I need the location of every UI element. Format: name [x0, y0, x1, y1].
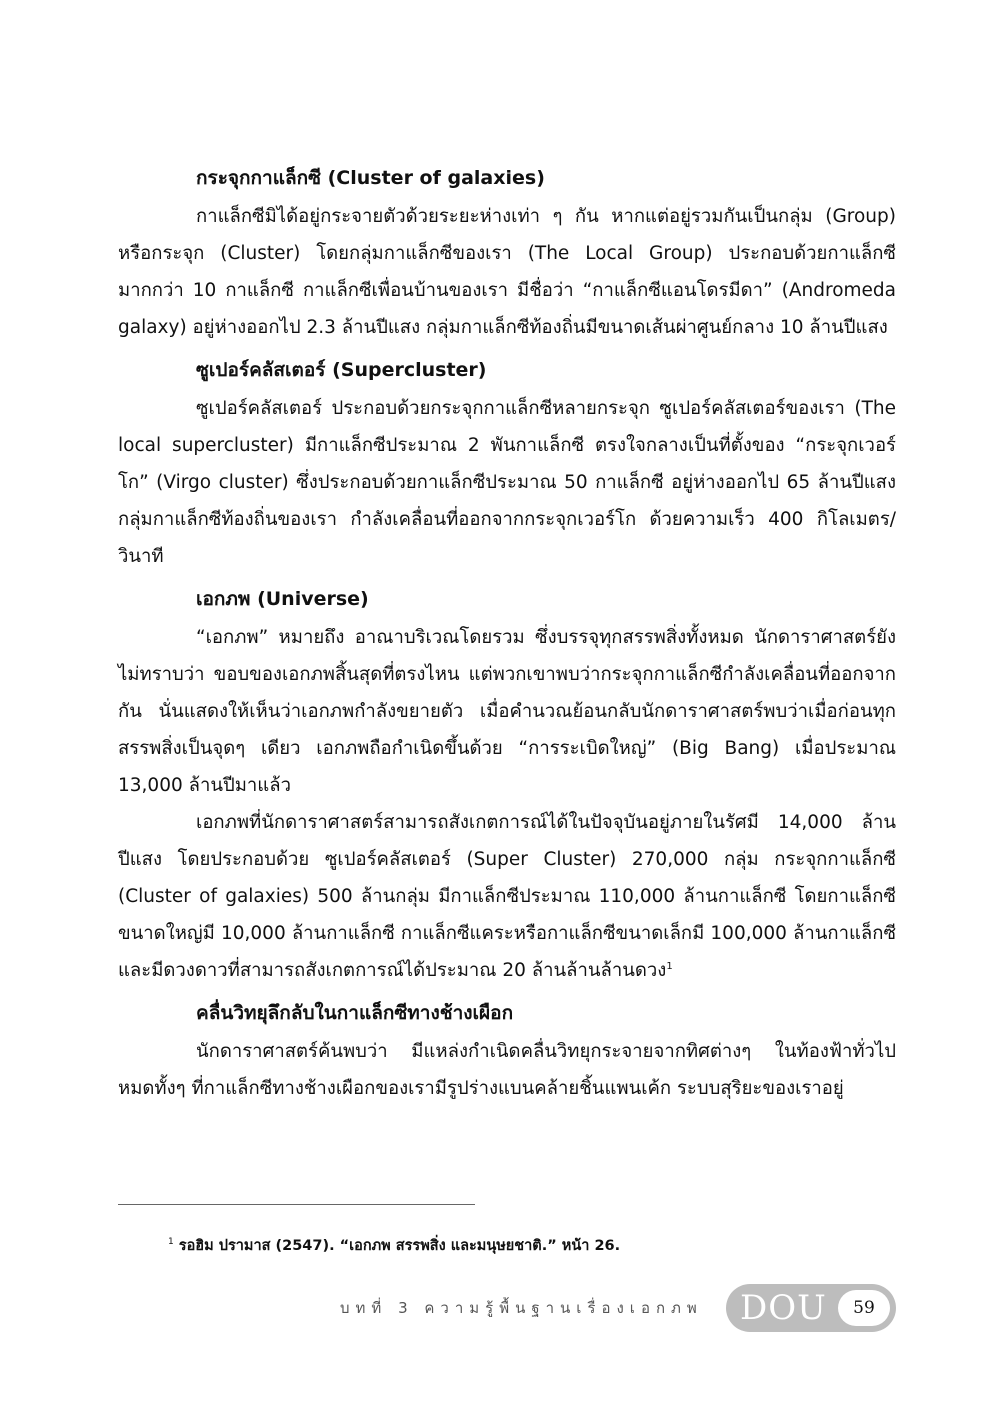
section-heading-universe: เอกภพ (Universe) — [196, 588, 369, 610]
main-content — [118, 158, 896, 1107]
section-heading-radio-waves: คลื่นวิทยุลึกลับในกาแล็กซีทางช้างเผือก — [196, 1002, 514, 1024]
page-footer — [340, 1284, 896, 1332]
running-title: บทที่ 3 ความรู้พื้นฐานเรื่องเอกภพ — [340, 1299, 703, 1317]
paragraph-radio-waves: นักดาราศาสตร์ค้นพบว่า มีแหล่งกำเนิดคลื่นวิทยุกระจายจากทิศต่างๆ ในท้องฟ้าทั่วไปหมดทั้งๆ ที่กาแล็กซีทางช้างเผือกของเรามีรูปร่างแบนคล้ายชิ้นแพนเค้ก ระบบสุริยะของเราอยู่ — [118, 1041, 896, 1099]
paragraph-cluster: กาแล็กซีมิได้อยู่กระจายตัวด้วยระยะห่างเท่า ๆ กัน หากแต่อยู่รวมกันเป็นกลุ่ม (Group) หรือกระจุก (Cluster) โดยกลุ่มกาแล็กซีของเรา (The Local Group) ประกอบด้วยกาแล็กซีมากกว่า 10 กาแล็กซี กาแล็กซีเพื่อนบ้านของเรา มีชื่อว่า “กาแล็กซีแอนโดรมีดา” (Andromeda galaxy) อยู่ห่างออกไป 2.3 ล้านปีแสง กลุ่มกาแล็กซีท้องถิ่นมีขนาดเส้นผ่าศูนย์กลาง 10 ล้านปีแสง — [118, 206, 896, 338]
section-heading-cluster: กระจุกกาแล็กซี (Cluster of galaxies) — [196, 167, 545, 189]
paragraph-universe-2 — [118, 804, 896, 989]
footnote-number: 1 — [168, 1237, 174, 1248]
page-number: 59 — [838, 1290, 890, 1326]
dou-logo: DOU — [740, 1288, 827, 1328]
dou-badge — [726, 1284, 896, 1332]
footnote — [168, 1234, 620, 1257]
paragraph-universe-1: “เอกภพ” หมายถึง อาณาบริเวณโดยรวม ซึ่งบรรจุทุกสรรพสิ่งทั้งหมด นักดาราศาสตร์ยังไม่ทราบว่า ขอบของเอกภพสิ้นสุดที่ตรงไหน แต่พวกเขาพบว่ากระจุกกาแล็กซีกำลังเคลื่อนที่ออกจากกัน นั่นแสดงให้เห็นว่าเอกภพกำลังขยายตัว เมื่อคำนวณย้อนกลับนักดาราศาสตร์พบว่าเมื่อก่อนทุกสรรพสิ่งเป็นจุดๆ เดียว เอกภพถือกำเนิดขึ้นด้วย “การระเบิดใหญ่” (Big Bang) เมื่อประมาณ 13,000 ล้านปีมาแล้ว — [118, 627, 896, 796]
paragraph-universe-2-text: เอกภพที่นักดาราศาสตร์สามารถสังเกตการณ์ได้ในปัจจุบันอยู่ภายในรัศมี 14,000 ล้านปีแสง โดยประกอบด้วย ซูเปอร์คลัสเตอร์ (Super Cluster) 270,000 กลุ่ม กระจุกกาแล็กซี (Cluster of galaxies) 500 ล้านกลุ่ม มีกาแล็กซีประมาณ 110,000 ล้านกาแล็กซี โดยกาแล็กซีขนาดใหญ่มี 10,000 ล้านกาแล็กซี กาแล็กซีแคระหรือกาแล็กซีขนาดเล็กมี 100,000 ล้านกาแล็กซี และมีดวงดาวที่สามารถสังเกตการณ์ได้ประมาณ 20 ล้านล้านล้านดวง — [118, 812, 896, 981]
footnote-reference[interactable]: 1 — [666, 960, 673, 972]
section-heading-supercluster: ซูเปอร์คลัสเตอร์ (Supercluster) — [196, 359, 487, 381]
footnote-text: รอฮิม ปรามาส (2547). “เอกภพ สรรพสิ่ง และมนุษยชาติ.” หน้า 26. — [178, 1238, 621, 1254]
paragraph-supercluster: ซูเปอร์คลัสเตอร์ ประกอบด้วยกระจุกกาแล็กซีหลายกระจุก ซูเปอร์คลัสเตอร์ของเรา (The local supercluster) มีกาแล็กซีประมาณ 2 พันกาแล็กซี ตรงใจกลางเป็นที่ตั้งของ “กระจุกเวอร์โก” (Virgo cluster) ซึ่งประกอบด้วยกาแล็กซีประมาณ 50 กาแล็กซี อยู่ห่างออกไป 65 ล้านปีแสง กลุ่มกาแล็กซีท้องถิ่นของเรา กำลังเคลื่อนที่ออกจากกระจุกเวอร์โก ด้วยความเร็ว 400 กิโลเมตร/วินาที — [118, 398, 896, 567]
footnote-divider — [118, 1204, 475, 1205]
